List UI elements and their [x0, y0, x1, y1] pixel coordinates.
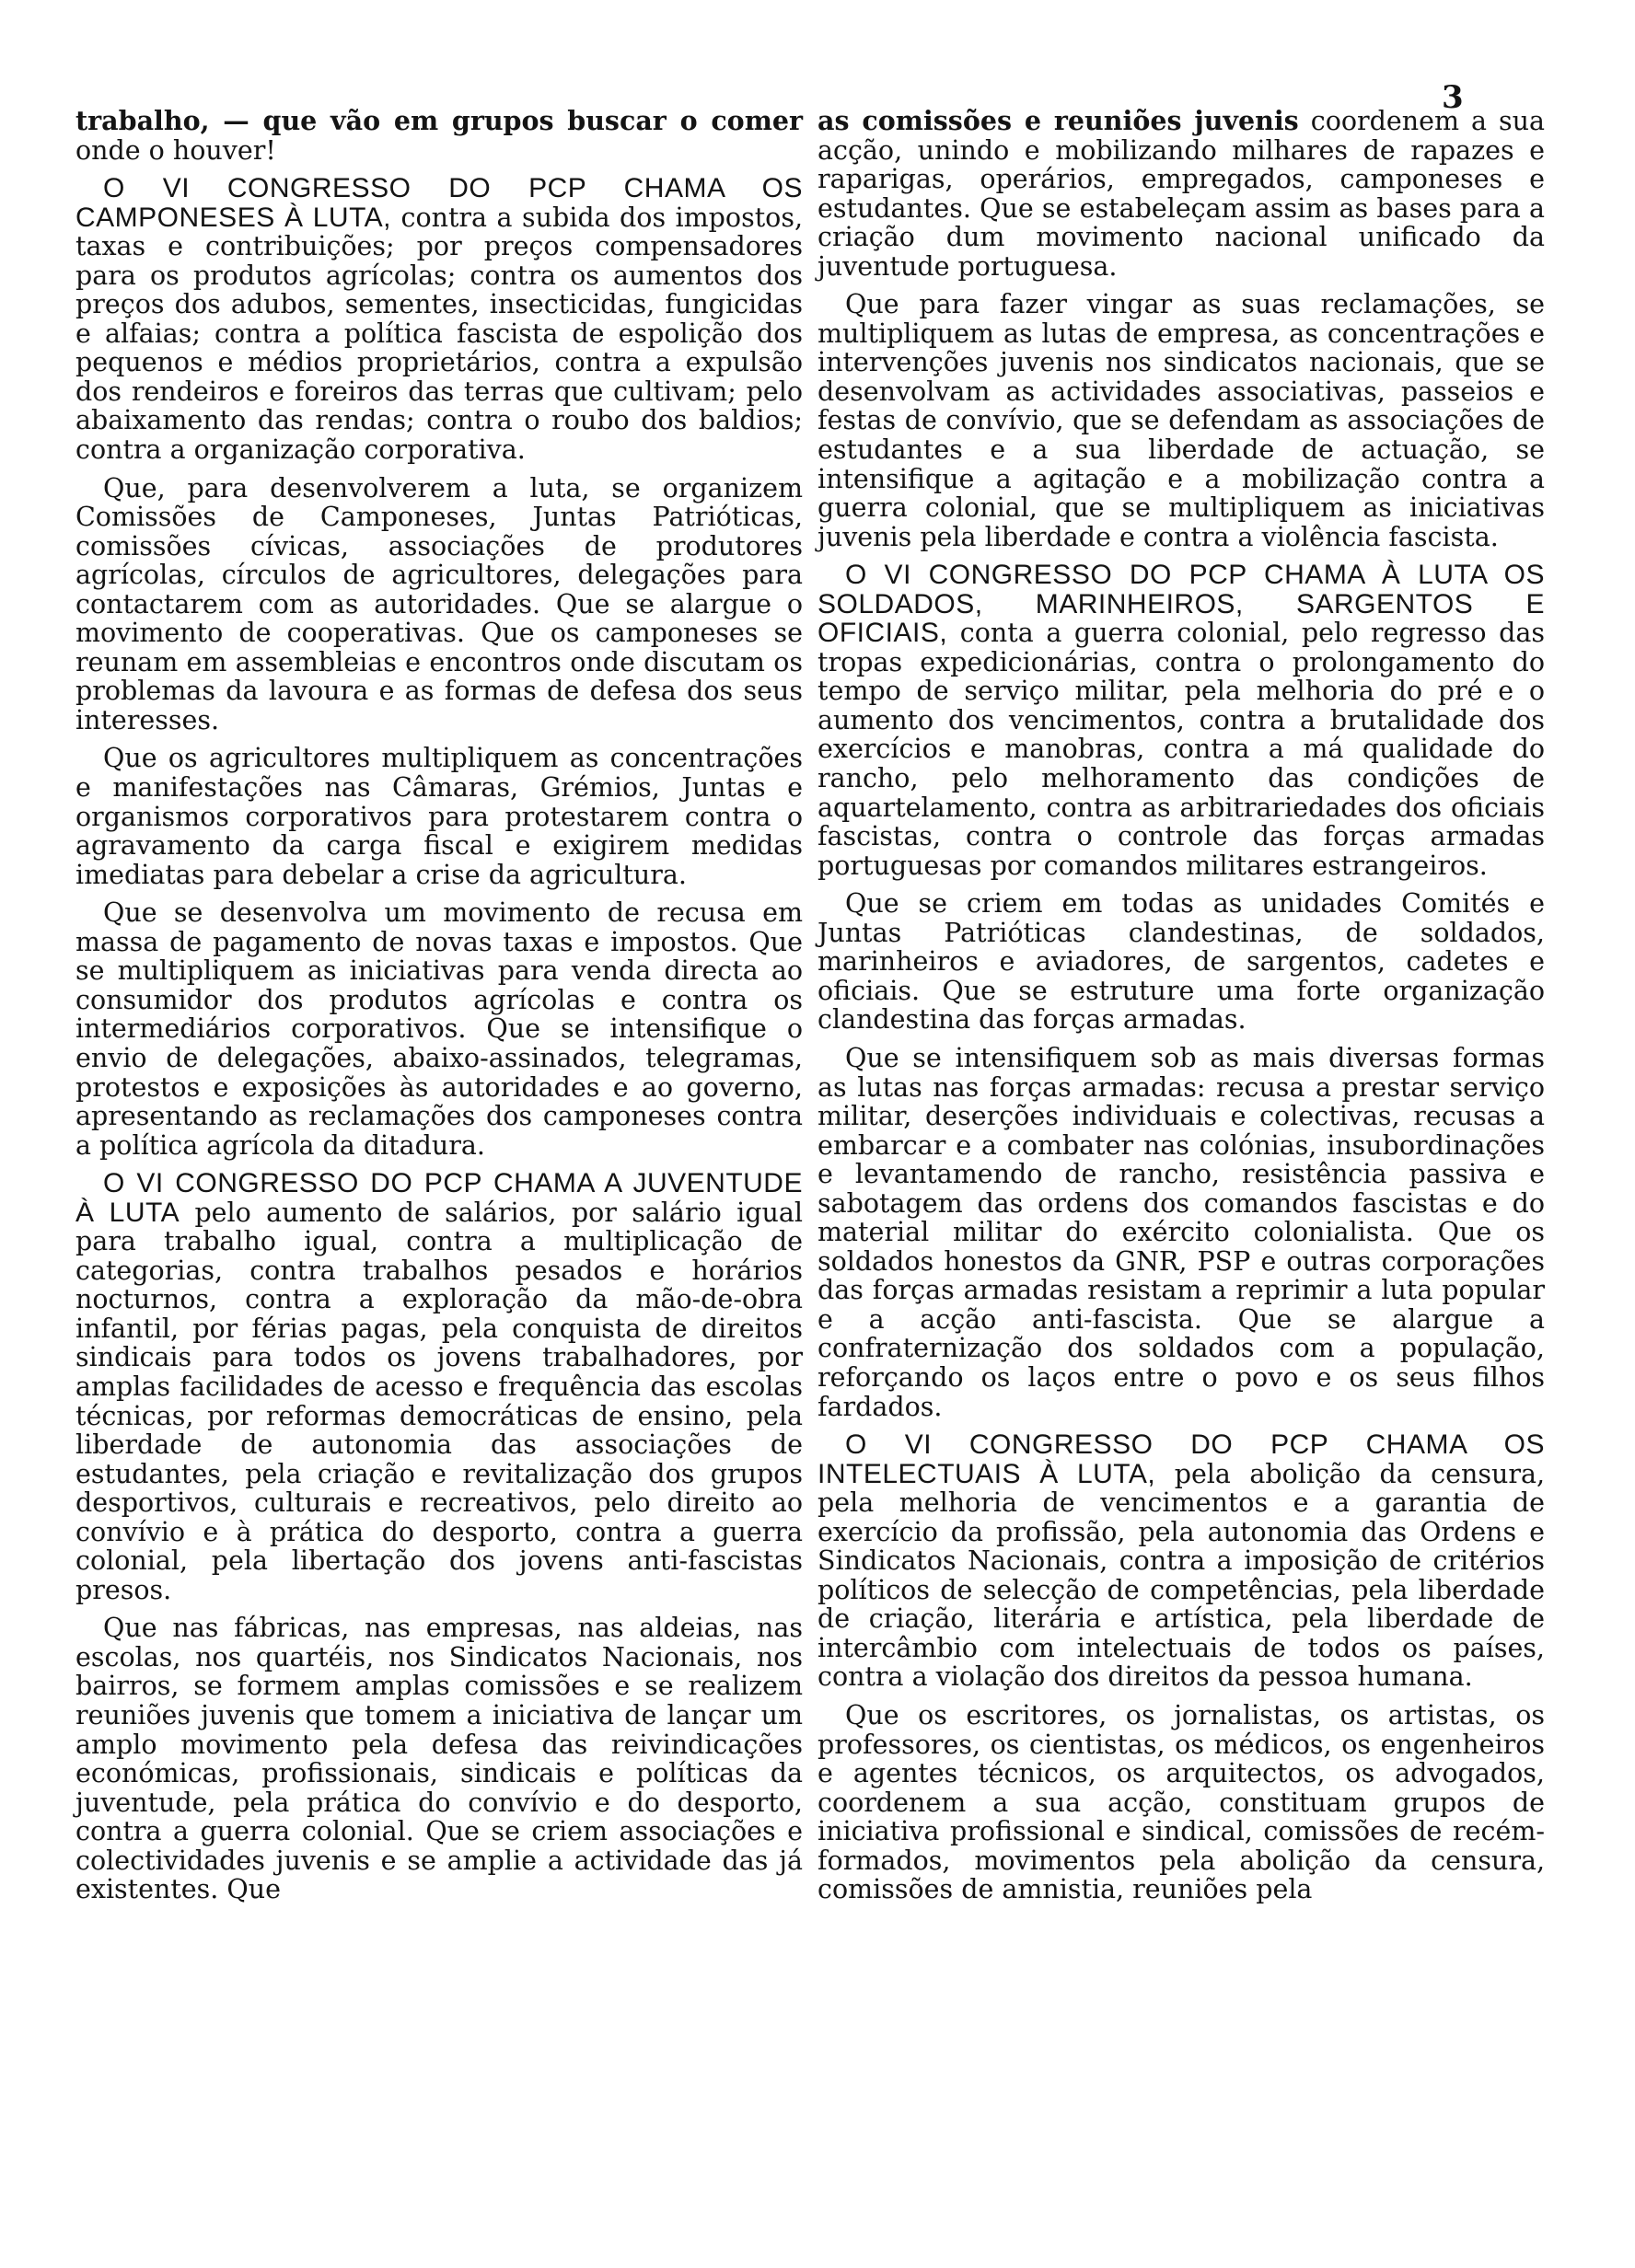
- section-paragraph-intelectuais: [818, 1430, 1545, 1692]
- paragraph-text: onde o houver!: [75, 134, 276, 166]
- paragraph-text: contra a subida dos impostos, taxas e contribuições; por preços compensadores para os produtos agrícolas; contra os aumentos dos preços dos adubos, sementes, insecticidas, fungicidas e alfaias; contra a política fascista de espolição dos pequenos e médios proprietários, contra a expulsão dos rendeiros e foreiros das terras que cultivam; pelo abaixamento das rendas; contra o roubo dos baldios; contra a organização corporativa.: [75, 202, 804, 466]
- paragraph: Que os escritores, os jornalistas, os artistas, os professores, os cientistas, os médicos, os engenheiros e agentes técnicos, os arquitectos, os advogados, coordenem a sua acção, constituam grupos de iniciativa profissional e sindical, comissões de recém-formados, movimentos pela abolição da censura, comissões de amnistia, reuniões pela: [818, 1699, 1545, 1905]
- paragraph-text: conta a guerra colonial, pelo regresso das tropas expedicionárias, contra o prolongamento do tempo de serviço militar, pela melhoria do pré e o aumento dos vencimentos, contra a brutalidade dos exercícios e manobras, contra a má qualidade do rancho, pelo melhoramento das condições de aquartelamento, contra as arbitrariedades dos oficiais fascistas, contra o controle das forças armadas portuguesas por comandos militares estrangeiros.: [818, 618, 1545, 881]
- paragraph: Que, para desenvolverem a luta, se organizem Comissões de Camponeses, Juntas Patrióticas, comissões cívicas, associações de produtores agrícolas, círculos de agricultores, delegações para contactarem com as autoridades. Que se alargue o movimento de cooperativas. Que os camponeses se reunam em assembleias e encontros onde discutam os problemas da lavoura e as formas de defesa dos seus interesses.: [75, 472, 803, 735]
- paragraph: Que para fazer vingar as suas reclamações, se multipliquem as lutas de empresa, as concentrações e intervenções juvenis nos sindicatos nacionais, que se desenvolvam as actividades associativas, passeios e festas de convívio, que se defendam as associações de estudantes e a sua liberdade de actuação, se intensifique a agitação e a mobilização contra a guerra colonial, que se multipliquem as iniciativas juvenis pela liberdade e contra a violência fascista.: [818, 289, 1545, 552]
- section-heading-camponeses: O VI CONGRESSO DO PCP CHAMA OS CAMPONESES À LUTA,: [75, 173, 803, 233]
- paragraph: Que os agricultores multipliquem as concentrações e manifestações nas Câmaras, Grémios, Juntas e organismos corporativos para protestarem contra o agravamento da carga fiscal e exigirem medidas imediatas para debelar a crise da agricultura.: [75, 743, 803, 890]
- section-paragraph-camponeses: [75, 174, 803, 464]
- right-column: [818, 107, 1545, 1914]
- paragraph: [818, 107, 1545, 281]
- section-heading-juventude: O VI CONGRESSO DO PCP CHAMA A JUVENTUDE À LUTA: [75, 1168, 803, 1228]
- section-paragraph-juventude: [75, 1169, 803, 1604]
- paragraph: Que se intensifiquem sob as mais diversas formas as lutas nas forças armadas: recusa a prestar serviço militar, deserções individuais e colectivas, recusas a embarcar e a combater nas colónias, insubordinações e levantamendo de rancho, resistência passiva e sabotagem das ordens dos comandos fascistas e do material militar do exército colonialista. Que os soldados honestos da GNR, PSP e outras corporações das forças armadas resistam a reprimir a luta popular e a acção anti-fascista. Que se alargue a confraternização dos soldados com a população, reforçando os laços entre o povo e os seus filhos fardados.: [818, 1042, 1545, 1422]
- paragraph: Que se desenvolva um movimento de recusa em massa de pagamento de novas taxas e impostos. Que se multipliquem as iniciativas para venda directa ao consumidor dos produtos agrícolas e contra os intermediários corporativos. Que se intensifique o envio de delegações, abaixo-assinados, telegramas, protestos e exposições às autoridades e ao governo, apresentando as reclamações dos camponeses contra a política agrícola da ditadura.: [75, 897, 803, 1161]
- paragraph: Que se criem em todas as unidades Comités e Juntas Patrióticas clandestinas, de soldados, marinheiros e aviadores, de sargentos, cadetes e oficiais. Que se estruture uma forte organização clandestina das forças armadas.: [818, 888, 1545, 1036]
- section-paragraph-soldados: [818, 561, 1545, 880]
- paragraph-lead: as comissões e reuniões juvenis: [818, 105, 1299, 136]
- paragraph: Que nas fábricas, nas empresas, nas aldeias, nas escolas, nos quartéis, nos Sindicatos Nacionais, nos bairros, se formem amplas comissões e se realizem reuniões juvenis que tomem a iniciativa de lançar um amplo movimento pela defesa das reivindicações económicas, profissionais, sindicais e políticas da juventude, pela prática do convívio e do desporto, contra a guerra colonial. Que se criem associações e colectividades juvenis e se amplie a actividade das já existentes. Que: [75, 1613, 803, 1905]
- paragraph: [75, 107, 803, 165]
- paragraph-text: pelo aumento de salários, por salário igual para trabalho igual, contra a multiplicação de categorias, contra trabalhos pesados e horários nocturnos, contra a exploração da mão-de-obra infantil, por férias pagas, pela conquista de direitos sindicais para todos os jovens trabalhadores, por amplas facilidades de acesso e frequência das escolas técnicas, por reformas democráticas de ensino, pela liberdade de autonomia das associações de estudantes, pela criação e revitalização dos grupos desportivos, culturais e recreativos, pelo direito ao convívio e à prática do desporto, contra a guerra colonial, pela libertação dos jovens anti-fascistas presos.: [75, 1197, 803, 1605]
- left-column: [75, 107, 803, 1914]
- section-heading-soldados: O VI CONGRESSO DO PCP CHAMA À LUTA OS SOLDADOS, MARINHEIROS, SARGENTOS E OFICIAIS,: [818, 560, 1545, 649]
- paragraph-lead: trabalho, — que vão em grupos buscar o comer: [75, 105, 803, 136]
- paragraph-text: coordenem a sua acção, unindo e mobilizando milhares de rapazes e raparigas, operários, empregados, camponeses e estudantes. Que se estabeleçam assim as bases para a criação dum movimento nacional unificado da juventude portuguesa.: [818, 106, 1545, 282]
- paragraph-text: pela abolição da censura, pela melhoria de vencimentos e a garantia de exercício da profissão, pela autonomia das Ordens e Sindicatos Nacionais, contra a imposição de critérios políticos de selecção de competências, pela liberdade de criação, literária e artística, pela liberdade de intercâmbio com intelectuais de todos os países, contra a violação dos direitos da pessoa humana.: [818, 1458, 1546, 1693]
- page-number: 3: [1442, 79, 1464, 116]
- section-heading-intelectuais: O VI CONGRESSO DO PCP CHAMA OS INTELECTUAIS À LUTA,: [818, 1429, 1545, 1489]
